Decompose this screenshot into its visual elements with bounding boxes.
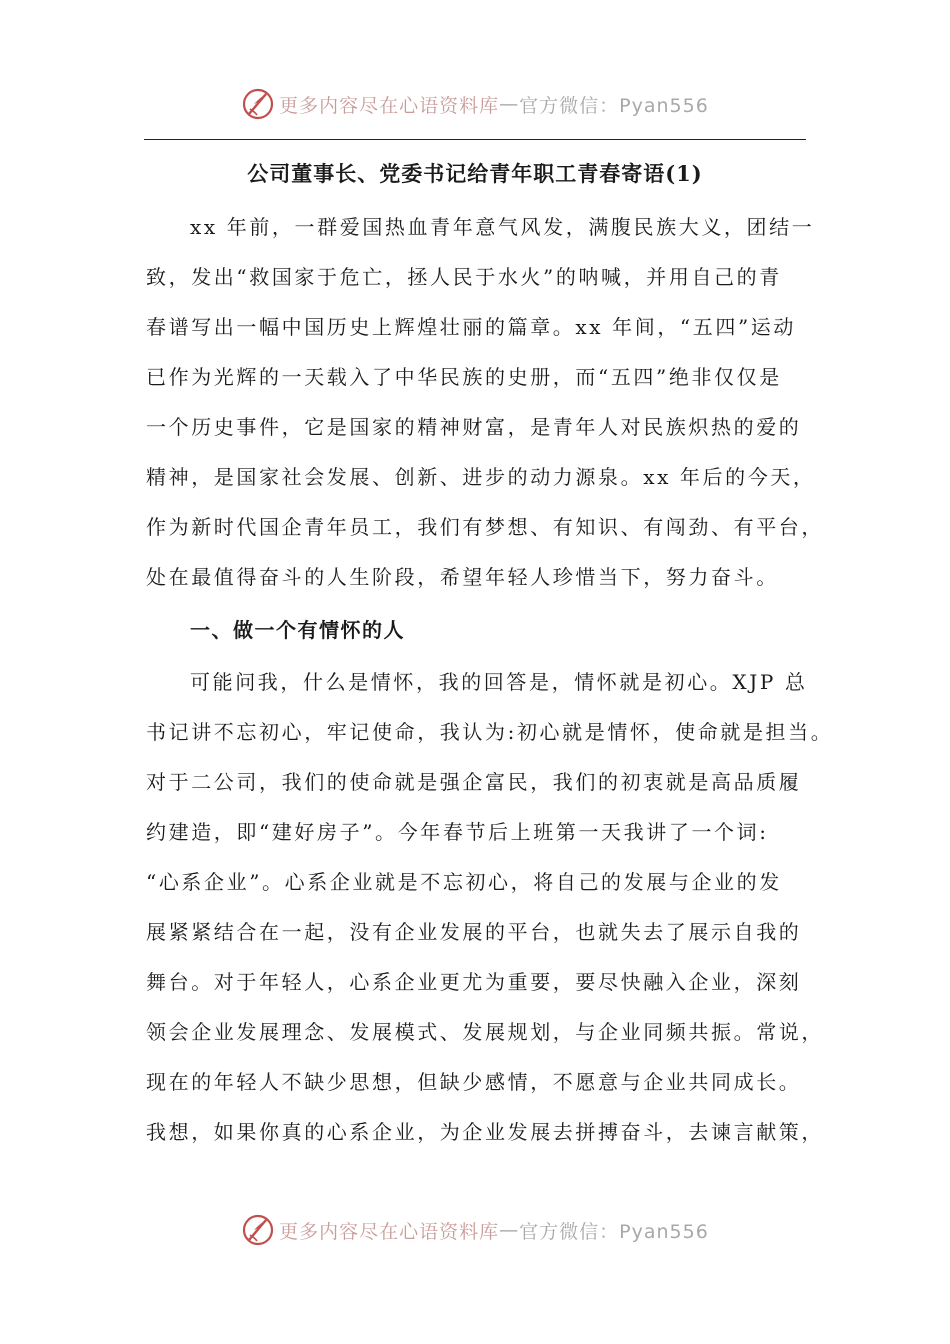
paragraph-line: 春谱写出一幅中国历史上辉煌壮丽的篇章。xx 年间，“五四”运动 bbox=[146, 315, 796, 339]
paragraph-line: 舞台。对于年轻人，心系企业更尤为重要，要尽快融入企业，深刻 bbox=[146, 970, 802, 994]
paragraph-line: 约建造，即“建好房子”。今年春节后上班第一天我讲了一个词: bbox=[146, 820, 769, 844]
paragraph-line: 我想，如果你真的心系企业，为企业发展去拼搏奋斗，去谏言献策， bbox=[146, 1120, 824, 1144]
watermark-separator: — bbox=[499, 93, 520, 115]
paragraph-line: 现在的年轻人不缺少思想，但缺少感情，不愿意与企业共同成长。 bbox=[146, 1070, 802, 1094]
paragraph-line: 精神，是国家社会发展、创新、进步的动力源泉。xx 年后的今天， bbox=[146, 465, 816, 489]
paragraph-line: 已作为光辉的一天载入了中华民族的史册，而“五四”绝非仅仅是 bbox=[146, 365, 782, 389]
footer-watermark bbox=[0, 1208, 950, 1252]
watermark-contact: 官方微信：Pyan556 bbox=[519, 94, 709, 117]
paragraph-line: “心系企业”。心系企业就是不忘初心，将自己的发展与企业的发 bbox=[146, 870, 782, 894]
paragraph-line: 展紧紧结合在一起，没有企业发展的平台，也就失去了展示自我的 bbox=[146, 920, 802, 944]
quill-pen-icon bbox=[241, 1213, 275, 1247]
paragraph-line: 一个历史事件，它是国家的精神财富，是青年人对民族炽热的爱的 bbox=[146, 415, 802, 439]
watermark-separator: — bbox=[499, 1219, 520, 1241]
paragraph-line: 对于二公司，我们的使命就是强企富民，我们的初衷就是高品质履 bbox=[146, 770, 802, 794]
section-heading: 一、做一个有情怀的人 bbox=[190, 618, 405, 642]
paragraph-line: 书记讲不忘初心，牢记使命，我认为:初心就是情怀，使命就是担当。 bbox=[146, 720, 834, 744]
paragraph-line: 处在最值得奋斗的人生阶段，希望年轻人珍惜当下，努力奋斗。 bbox=[146, 565, 779, 589]
page-title: 公司董事长、党委书记给青年职工青春寄语(1) bbox=[247, 161, 703, 186]
paragraph-line: 领会企业发展理念、发展模式、发展规划，与企业同频共振。常说， bbox=[146, 1020, 824, 1044]
watermark-brand: 更多内容尽在心语资料库 bbox=[279, 94, 500, 117]
paragraph-line: 可能问我，什么是情怀，我的回答是，情怀就是初心。XJP 总 bbox=[190, 670, 808, 694]
header-divider bbox=[144, 139, 806, 140]
paragraph-line: 致，发出“救国家于危亡，拯人民于水火”的呐喊，并用自己的青 bbox=[146, 265, 782, 289]
header-watermark bbox=[0, 82, 950, 126]
paragraph-line: 作为新时代国企青年员工，我们有梦想、有知识、有闯劲、有平台， bbox=[146, 515, 824, 539]
watermark-contact: 官方微信：Pyan556 bbox=[519, 1220, 709, 1243]
paragraph-line: xx 年前，一群爱国热血青年意气风发，满腹民族大义，团结一 bbox=[190, 215, 815, 239]
quill-pen-icon bbox=[241, 87, 275, 121]
watermark-brand: 更多内容尽在心语资料库 bbox=[279, 1220, 500, 1243]
